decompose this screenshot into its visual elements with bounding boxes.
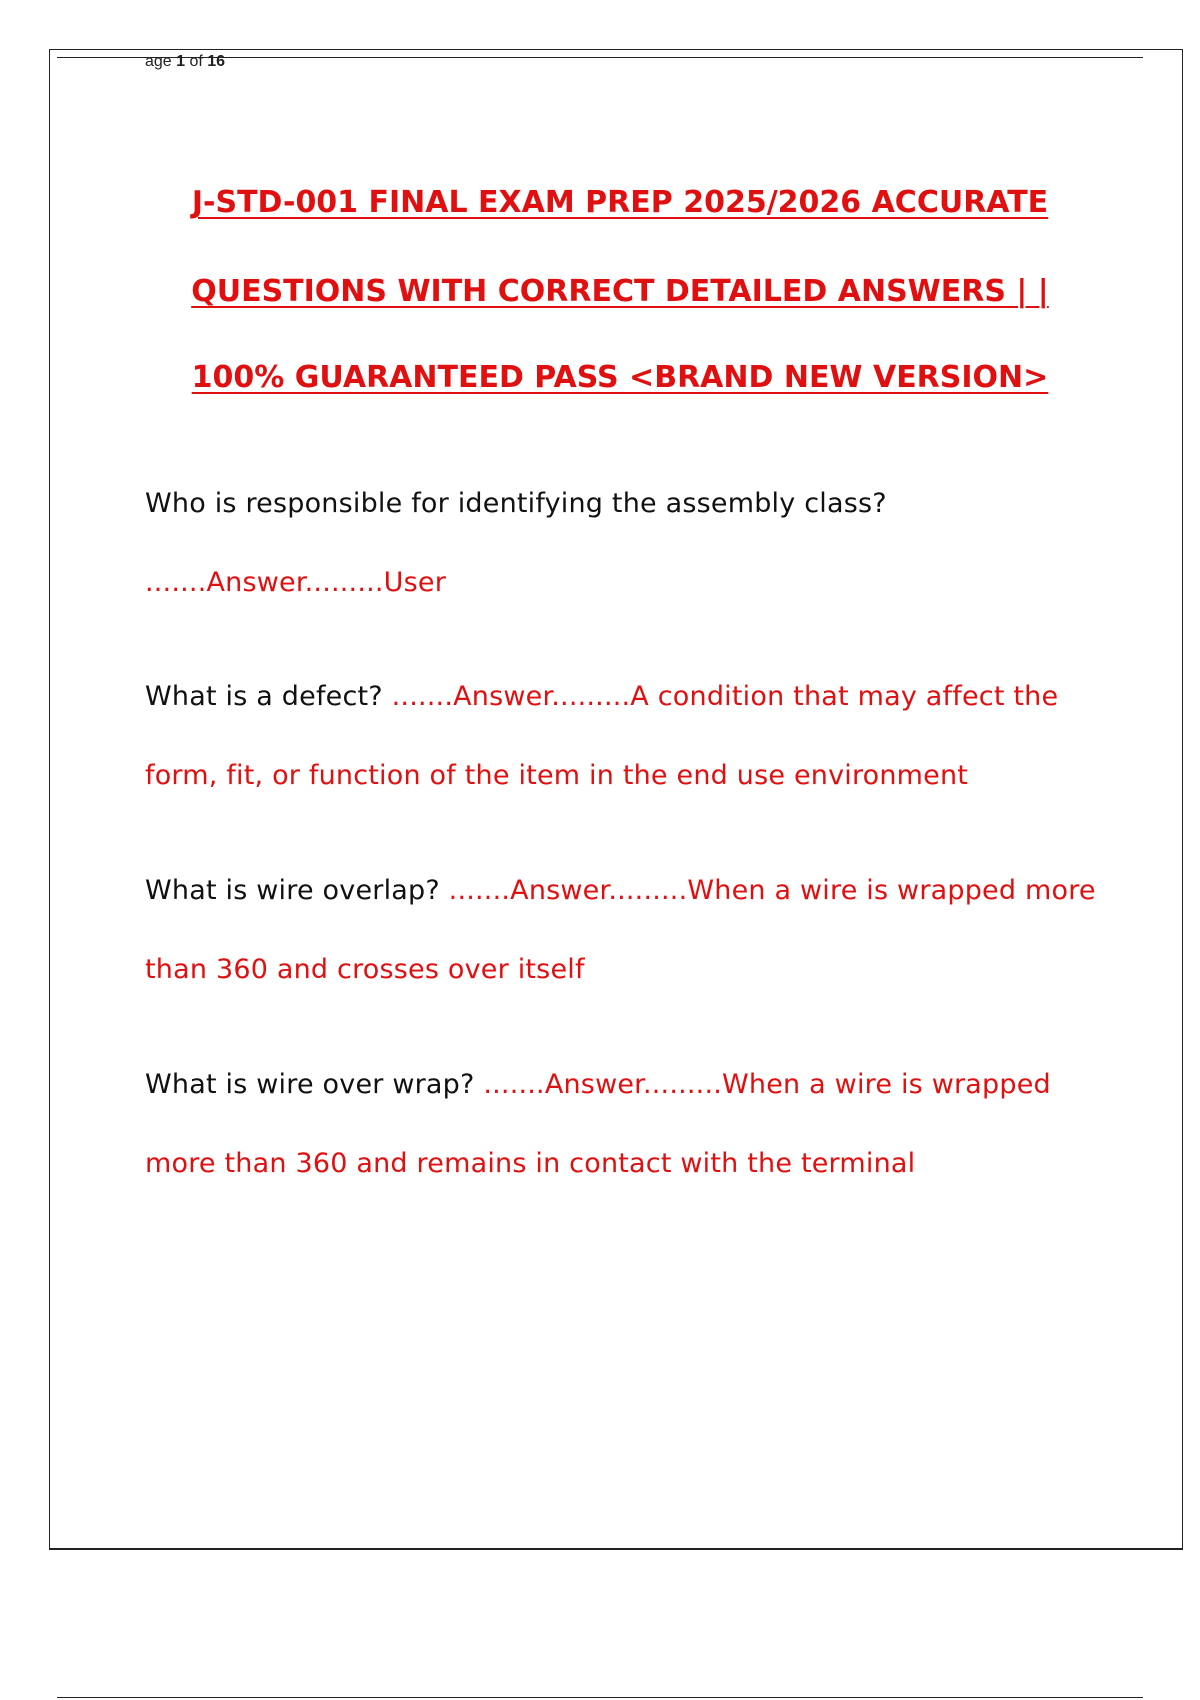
document-title-line-2: QUESTIONS WITH CORRECT DETAILED ANSWERS | |: [191, 274, 1049, 309]
qa-item-wire-overlap: [145, 851, 1105, 1009]
footer-rule: [57, 1697, 1143, 1698]
question-text: What is wire over wrap?: [145, 1069, 484, 1100]
page-number-prefix: age: [145, 53, 177, 70]
question-text: What is wire overlap?: [145, 875, 449, 906]
answer-text: .......Answer.........A condition that may affect the form, fit, or function of the item in the end use environment: [145, 681, 1059, 791]
answer-text: .......Answer.........User: [145, 567, 447, 598]
document-title-line-1: J-STD-001 FINAL EXAM PREP 2025/2026 ACCURATE: [191, 185, 1049, 220]
qa-item-wire-over-wrap: [145, 1045, 1105, 1203]
page-number: [145, 53, 225, 71]
document-title-line-3: 100% GUARANTEED PASS <BRAND NEW VERSION>: [191, 360, 1049, 395]
page-number-total: 16: [207, 53, 226, 70]
qa-item-assembly-class: [145, 464, 1105, 622]
qa-item-defect: [145, 657, 1105, 815]
answer-text: .......Answer.........When a wire is wrapped more than 360 and remains in contact with the terminal: [145, 1069, 1051, 1179]
question-text: Who is responsible for identifying the assembly class?: [145, 488, 887, 519]
question-text: What is a defect?: [145, 681, 392, 712]
page-number-current: 1: [176, 53, 186, 70]
page-number-separator: of: [185, 53, 208, 70]
answer-text: .......Answer.........When a wire is wrapped more than 360 and crosses over itself: [145, 875, 1096, 985]
